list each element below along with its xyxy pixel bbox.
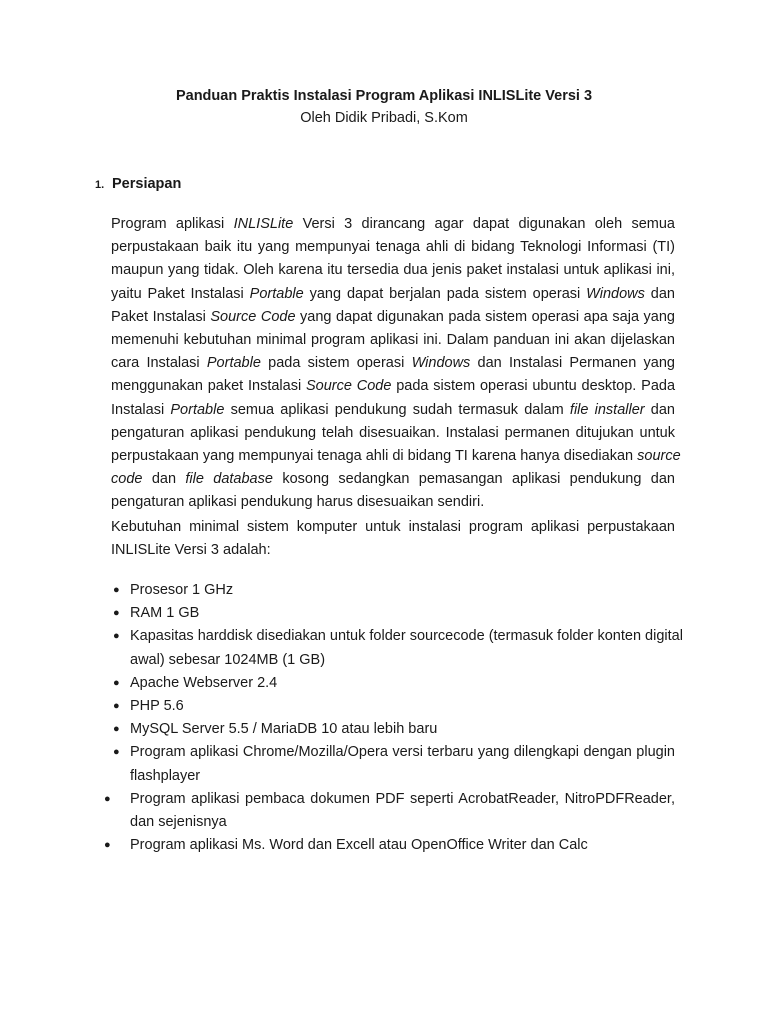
section-title: Persiapan xyxy=(112,176,182,192)
document-author: Oleh Didik Pribadi, S.Kom xyxy=(300,110,468,126)
list-item-line: flashplayer xyxy=(130,767,201,784)
intro-paragraph-line xyxy=(111,306,675,329)
intro-paragraph-line xyxy=(111,375,675,398)
list-item xyxy=(0,579,675,602)
intro-paragraph-line xyxy=(111,399,675,422)
bullet-icon: ● xyxy=(113,584,120,596)
list-item xyxy=(0,788,675,834)
text-run: perpustakaan baik itu yang mempunyai tenaga ahli di bidang Teknologi Informasi (TI) xyxy=(111,239,675,256)
text-run: perpustakaan yang mempunyai tenaga ahli di bidang TI karena hanya disediakan xyxy=(111,448,638,465)
document-title: Panduan Praktis Instalasi Program Aplikasi INLISLite Versi 3 xyxy=(175,88,593,104)
list-item-line: awal) sebesar 1024MB (1 GB) xyxy=(130,651,326,668)
list-item xyxy=(0,672,675,695)
text-run: Program aplikasi xyxy=(111,216,234,232)
text-run: maupun yang tidak. Oleh karena itu tersedia dua jenis paket instalasi untuk aplikasi ini, xyxy=(111,262,675,279)
bullet-icon: ● xyxy=(104,839,111,852)
text-run: semua aplikasi pendukung sudah termasuk dalam xyxy=(224,401,570,418)
list-item xyxy=(0,602,675,625)
intro-paragraph-line xyxy=(111,259,675,282)
list-item xyxy=(0,834,675,857)
bullet-icon: ● xyxy=(113,676,120,689)
text-run: cara Instalasi xyxy=(111,355,207,372)
text-run: INLISLite Versi 3 adalah: xyxy=(111,542,271,559)
intro-paragraph-line xyxy=(111,236,675,259)
italic-term: Portable xyxy=(170,401,225,418)
list-item-line: Apache Webserver 2.4 xyxy=(130,674,278,691)
text-run: yaitu Paket Instalasi xyxy=(111,285,250,302)
requirements-intro-paragraph xyxy=(111,516,675,562)
requirements-intro-line xyxy=(111,516,675,539)
list-item-text xyxy=(130,834,675,857)
requirements-list xyxy=(0,579,768,857)
text-run: menggunakan paket Instalasi xyxy=(111,378,306,395)
section-number: 1. xyxy=(95,179,105,191)
text-run: pengaturan aplikasi pendukung telah disesuaikan. Instalasi permanen ditujukan untuk xyxy=(111,424,675,441)
text-run: Kebutuhan minimal sistem komputer untuk instalasi program aplikasi perpustakaan xyxy=(111,519,675,535)
list-item-text xyxy=(130,695,675,718)
italic-term: Windows xyxy=(411,355,471,372)
text-run: dan Instalasi Permanen yang xyxy=(470,355,675,372)
list-item xyxy=(0,695,675,718)
intro-paragraph-line xyxy=(111,329,675,352)
text-run: Versi 3 dirancang agar dapat digunakan oleh semua xyxy=(293,216,675,232)
text-run: memenuhi kebutuhan minimal program aplikasi ini. Dalam panduan ini akan dijelaskan xyxy=(111,332,675,349)
list-item xyxy=(0,625,683,671)
list-item-text xyxy=(130,788,675,834)
requirements-intro-line xyxy=(111,539,675,562)
list-item-line: Kapasitas harddisk disediakan untuk folder sourcecode (termasuk folder konten digital xyxy=(130,628,683,645)
italic-term: file installer xyxy=(569,401,645,418)
bullet-icon: ● xyxy=(104,792,111,805)
list-item-text xyxy=(130,625,683,671)
text-run: dan xyxy=(644,285,675,302)
intro-paragraph-line xyxy=(111,283,675,306)
section-heading xyxy=(95,175,181,194)
intro-paragraph-line xyxy=(111,422,675,445)
bullet-icon: ● xyxy=(113,746,120,759)
list-item-line: Program aplikasi pembaca dokumen PDF seperti AcrobatReader, NitroPDFReader, xyxy=(130,790,675,807)
italic-term: code xyxy=(111,471,143,488)
intro-paragraph-line xyxy=(111,213,675,236)
list-item-line: Prosesor 1 GHz xyxy=(130,582,234,598)
text-run: pada sistem operasi xyxy=(260,355,412,372)
italic-term: file database xyxy=(185,471,273,488)
text-run: Instalasi xyxy=(111,401,171,418)
italic-term: Windows xyxy=(586,285,645,302)
italic-term: Source Code xyxy=(210,308,296,325)
intro-paragraph xyxy=(111,213,681,515)
intro-paragraph-line xyxy=(111,445,681,468)
list-item-line: MySQL Server 5.5 / MariaDB 10 atau lebih baru xyxy=(130,721,438,738)
list-item-text xyxy=(130,602,675,625)
text-run: dan xyxy=(142,471,186,488)
intro-paragraph-line xyxy=(111,468,675,491)
bullet-icon: ● xyxy=(113,700,120,713)
bullet-icon: ● xyxy=(113,723,120,736)
list-item-text xyxy=(130,672,675,695)
text-run: kosong sedangkan pemasangan aplikasi pendukung dan xyxy=(272,471,675,488)
list-item-line: Program aplikasi Ms. Word dan Excell atau OpenOffice Writer dan Calc xyxy=(130,837,588,854)
intro-paragraph-line xyxy=(111,352,675,375)
list-item-line: dan sejenisnya xyxy=(130,814,227,831)
bullet-icon: ● xyxy=(113,630,120,643)
intro-paragraph-line xyxy=(111,491,675,514)
list-item-text xyxy=(130,718,675,741)
text-run: Paket Instalasi xyxy=(111,308,211,325)
italic-term: Portable xyxy=(206,355,261,372)
text-run: pengaturan aplikasi pendukung harus disesuaikan sendiri. xyxy=(111,494,485,511)
list-item-line: RAM 1 GB xyxy=(130,605,200,622)
italic-term: Portable xyxy=(249,285,304,302)
list-item xyxy=(0,741,675,787)
list-item-text xyxy=(130,579,675,602)
text-run: yang dapat berjalan pada sistem operasi xyxy=(303,285,587,302)
italic-term: INLISLite xyxy=(233,216,294,232)
list-item-text xyxy=(130,741,675,787)
list-item xyxy=(0,718,675,741)
bullet-icon: ● xyxy=(113,607,120,620)
italic-term: Source Code xyxy=(306,378,392,395)
list-item-line: PHP 5.6 xyxy=(130,698,184,715)
text-run: yang dapat digunakan pada sistem operasi apa saja yang xyxy=(295,308,675,325)
list-item-line: Program aplikasi Chrome/Mozilla/Opera versi terbaru yang dilengkapi dengan plugin xyxy=(130,744,675,761)
text-run: pada sistem operasi ubuntu desktop. Pada xyxy=(391,378,676,395)
text-run: dan xyxy=(644,401,675,418)
italic-term: source xyxy=(637,448,681,465)
